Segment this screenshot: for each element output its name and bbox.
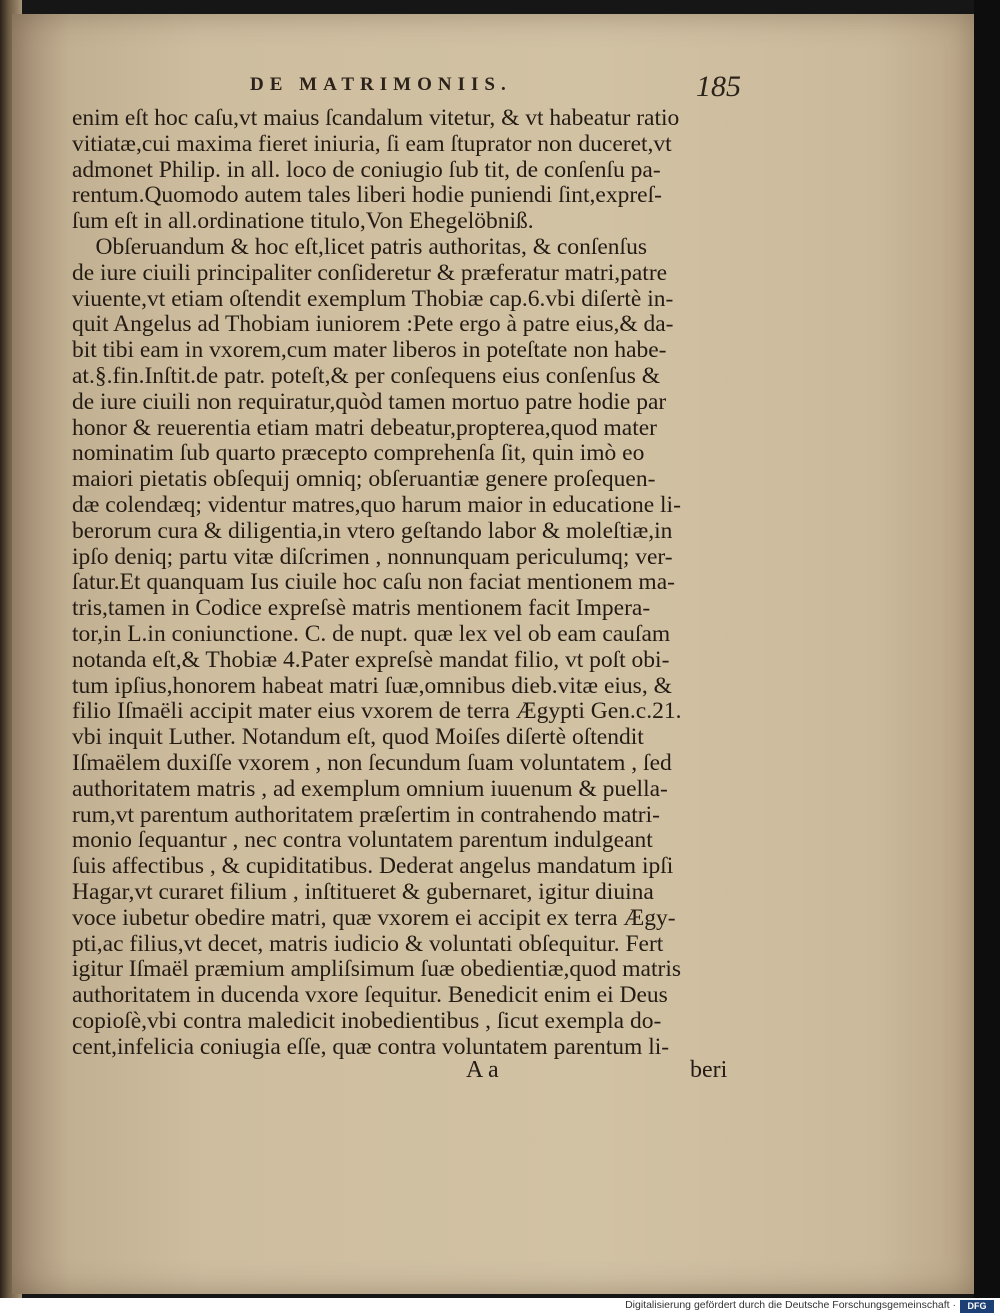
text-line: igitur Iſmaël præmium ampliſsimum ſuæ obedientiæ,quod matris	[72, 956, 681, 983]
signature-mark: A a	[466, 1057, 499, 1083]
text-line: rentum.Quomodo autem tales liberi hodie puniendi ſint,expreſ-	[72, 182, 662, 209]
text-line: maiori pietatis obſequij omniq; obſeruantiæ genere proſequen-	[72, 466, 656, 493]
text-line: vitiatæ,cui maxima fieret iniuria, ſi eam ſtuprator non duceret,vt	[72, 130, 672, 157]
text-line: authoritatem matris , ad exemplum omnium iuuenum & puella-	[72, 775, 668, 802]
text-line: ipſo deniq; partu vitæ diſcrimen , nonnunquam periculumq; ver-	[72, 543, 673, 570]
text-line: ſum eſt in all.ordinatione titulo,Von Ehegelöbniß.	[72, 208, 534, 235]
text-line: Hagar,vt curaret filium , inſtitueret & gubernaret, igitur diuina	[72, 878, 654, 905]
text-line: bit tibi eam in vxorem,cum mater liberos in poteſtate non habe-	[72, 337, 667, 364]
text-line: Iſmaëlem duxiſſe vxorem , non ſecundum ſuam voluntatem , ſed	[72, 749, 672, 776]
text-line: at.§.fin.Inſtit.de patr. poteſt,& per conſequens eius conſenſus &	[72, 362, 661, 389]
dfg-logo: DFG	[960, 1300, 994, 1313]
text-line: monio ſequantur , nec contra voluntatem parentum indulgeant	[72, 827, 653, 854]
text-line: vbi inquit Luther. Notandum eſt, quod Moiſes diſertè oſtendit	[72, 724, 644, 751]
text-line: pti,ac filius,vt decet, matris iudicio & voluntati obſequitur. Fert	[72, 930, 664, 957]
text-line: de iure ciuili non requiratur,quòd tamen mortuo patre hodie par	[72, 388, 667, 415]
text-line: filio Iſmaëli accipit mater eius vxorem de terra Ægypti Gen.c.21.	[72, 698, 682, 725]
funding-credit: Digitalisierung gefördert durch die Deutsche Forschungsgemeinschaft ·	[625, 1299, 956, 1311]
text-line: admonet Philip. in all. loco de coniugio ſub tit, de conſenſu pa-	[72, 156, 661, 183]
text-line: ſuis affectibus , & cupiditatibus. Dederat angelus mandatum ipſi	[72, 853, 674, 880]
text-line: honor & reuerentia etiam matri debeatur,propterea,quod mater	[72, 414, 657, 441]
text-line: authoritatem in ducenda vxore ſequitur. Benedicit enim ei Deus	[72, 982, 668, 1009]
text-line: Obſeruandum & hoc eſt,licet patris authoritas, & conſenſus	[72, 233, 647, 260]
body-text	[72, 106, 752, 1060]
text-line: ſatur.Et quanquam Ius ciuile hoc caſu non faciat mentionem ma-	[72, 569, 675, 596]
text-line: tris,tamen in Codice expreſsè matris mentionem facit Impera-	[72, 595, 651, 622]
text-line: cent,infelicia coniugia eſſe, quæ contra voluntatem parentum li-	[72, 1033, 670, 1060]
text-line: tor,in L.in coniunctione. C. de nupt. quæ lex vel ob eam cauſam	[72, 620, 671, 647]
text-line: rum,vt parentum authoritatem præſertim in contrahendo matri-	[72, 801, 660, 828]
text-line: berorum cura & diligentia,in vtero geſtando labor & moleſtiæ,in	[72, 517, 673, 544]
running-head: DE MATRIMONIIS.	[250, 74, 512, 95]
text-line: tum ipſius,honorem habeat matri ſuæ,omnibus dieb.vitæ eius, &	[72, 672, 672, 699]
text-line: copioſè,vbi contra maledicit inobedientibus , ſicut exempla do-	[72, 1007, 662, 1034]
page-number: 185	[696, 70, 741, 103]
text-line: voce iubetur obedire matri, quæ vxorem ei accipit ex terra Ægy-	[72, 904, 676, 931]
catchword: beri	[690, 1057, 728, 1083]
text-line: viuente,vt etiam oſtendit exemplum Thobiæ cap.6.vbi diſertè in-	[72, 285, 674, 312]
text-line: enim eſt hoc caſu,vt maius ſcandalum vitetur, & vt habeatur ratio	[72, 105, 680, 131]
text-line: notanda eſt,& Thobiæ 4.Pater expreſsè mandat filio, vt poſt obi-	[72, 646, 670, 673]
text-line: quit Angelus ad Thobiam iuniorem :Pete ergo à patre eius,& da-	[72, 311, 674, 338]
text-line: de iure ciuili principaliter conſideretur & præferatur matri,patre	[72, 259, 668, 286]
text-line: nominatim ſub quarto præcepto comprehenſa ſit, quin imò eo	[72, 440, 645, 467]
scan-border	[974, 0, 1000, 1298]
text-line: dæ colendæq; videntur matres,quo harum maior in educatione li-	[72, 491, 681, 518]
